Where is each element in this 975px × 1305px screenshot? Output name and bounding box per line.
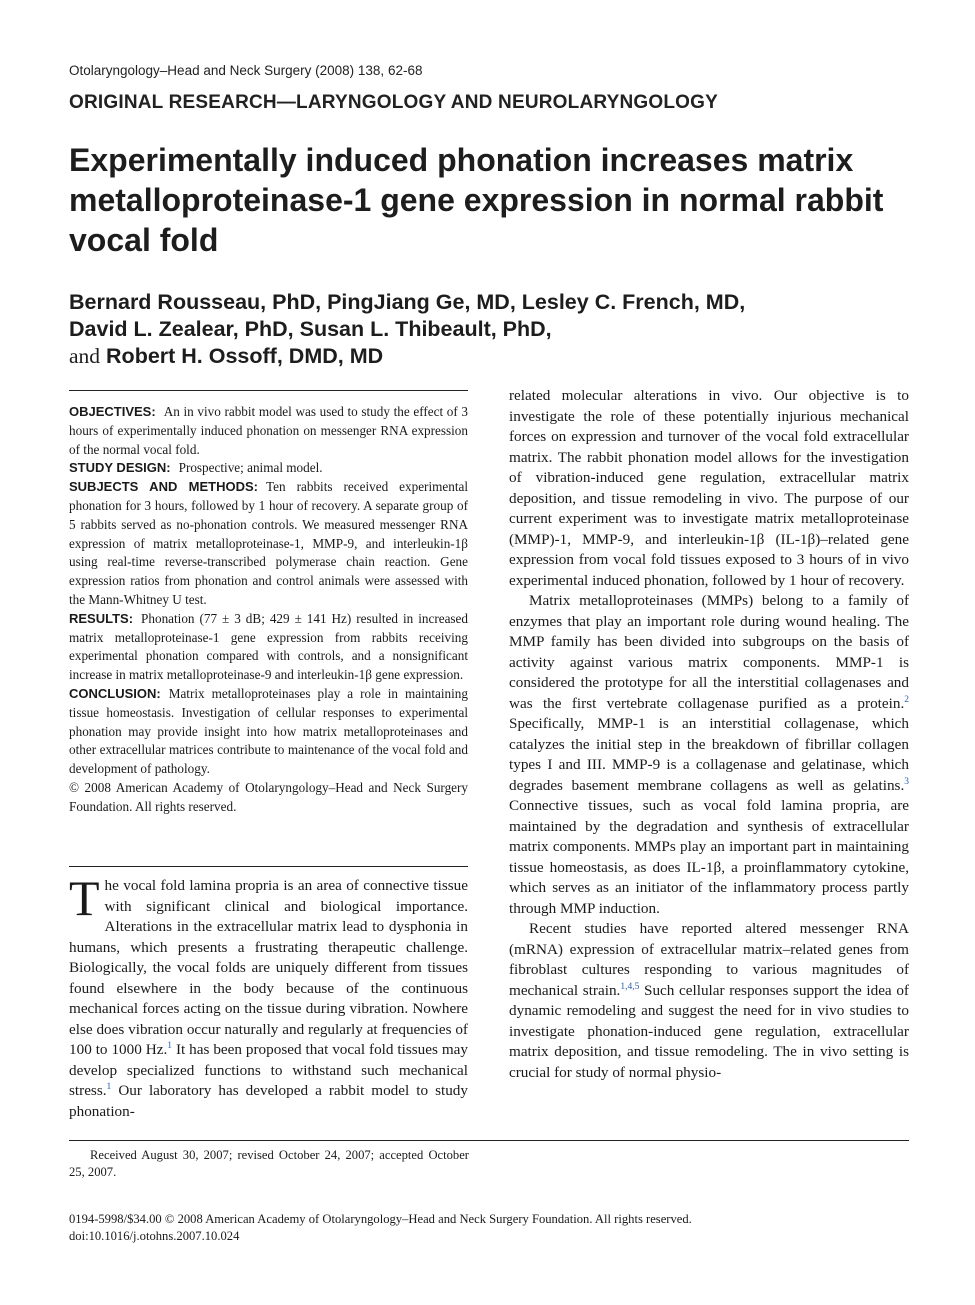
citation-ref[interactable]: 1 [106, 1081, 112, 1092]
intro-text-2a: Matrix metalloproteinases (MMPs) belong to a family of enzymes that play an important role during wound healing. The MMP family has been divided into subgroups on the basis of activity against various matrix components. MMP-1 is considered the prototype for all the interstitial collagenases and was the first vertebrate collagenase purified as a protein. [509, 592, 909, 712]
drop-cap: T [69, 870, 100, 926]
doi[interactable]: doi:10.1016/j.otohns.2007.10.024 [69, 1229, 240, 1243]
intro-paragraph-3 [509, 919, 909, 1083]
abstract-conclusion [69, 685, 468, 779]
intro-text-2b: Specifically, MMP-1 is an interstitial collagenase, which catalyzes the initial step in the breakdown of fibrillar collagen types I and III. MMP-9 is a collagenase and gelatinase, which degrades basement membrane collagens as well as gelatins. [509, 715, 909, 794]
intro-text-2c: Connective tissues, such as vocal fold lamina propria, are maintained by the degradation and synthesis of extracellular matrix components. MMPs play an important part in maintaining tissue homeostasis, as does IL-1β, a proinflammatory cytokine, which serves as an initiator of the inflammatory process partly through MMP induction. [509, 797, 909, 917]
footnote-rule [69, 1140, 909, 1141]
abstract-copyright: © 2008 American Academy of Otolaryngology–Head and Neck Surgery Foundation. All rights reserved. [69, 779, 468, 814]
author-line-2: David L. Zealear, PhD, Susan L. Thibeault, PhD, [69, 317, 552, 341]
methods-label: SUBJECTS AND METHODS: [69, 479, 259, 495]
intro-text-1a: he vocal fold lamina propria is an area of connective tissue with significant clinical and biological importance. Alterations in the extracellular matrix lead to dysphonia in humans, which presents a frustrating therapeutic challenge. Biologically, the vocal folds are uniquely different from tissues found elsewhere in the body because of the continuous mechanical forces acting on the tissue during vibration. Nowhere else does vibration occur naturally and regularly at frequencies of 100 to 1000 Hz. [69, 877, 468, 1058]
abstract-design [69, 459, 468, 478]
methods-text: Ten rabbits received experimental phonation for 3 hours, followed by 1 hour of recovery. A separate group of 5 rabbits served as no-phonation controls. We measured messenger RNA expression of matrix metalloproteinase-1, MMP-9, and interleukin-1β using real-time reverse-transcribed polymerase chain reaction. Gene expression ratios from phonation and control animals were assessed with the Mann-Whitney U test. [69, 479, 468, 607]
author-list [69, 289, 929, 370]
abstract-objectives [69, 403, 468, 459]
objectives-text: An in vivo rabbit model was used to study the effect of 3 hours of experimentally induced phonation on messenger RNA expression of the normal vocal fold. [69, 404, 468, 457]
intro-right-column [509, 386, 909, 1083]
abstract-methods [69, 478, 468, 610]
section-heading: ORIGINAL RESEARCH—LARYNGOLOGY AND NEUROLARYNGOLOGY [69, 92, 718, 113]
citation-ref[interactable]: 3 [904, 776, 909, 787]
intro-text-3b: Such cellular responses support the idea of dynamic remodeling and suggest the need for in vivo studies to investigate phonation-induced gene regulation, extracellular matrix deposition, and tissue remodeling. The in vivo setting is crucial for study of normal physio- [509, 981, 909, 1081]
objectives-label: OBJECTIVES: [69, 404, 156, 419]
abstract-results [69, 610, 468, 685]
citation-ref[interactable]: 1 [167, 1040, 173, 1051]
conclusion-label: CONCLUSION: [69, 685, 161, 701]
intro-left-column [69, 870, 468, 1122]
issn-copyright: 0194-5998/$34.00 © 2008 American Academy of Otolaryngology–Head and Neck Surgery Foundation. All rights reserved. [69, 1212, 692, 1226]
intro-text-1b: It has been proposed that vocal fold tissues may develop specialized functions to withstand such mechanical stress. [69, 1041, 468, 1099]
citation-ref[interactable]: 1,4,5 [620, 981, 640, 992]
intro-text-1c: Our laboratory has developed a rabbit model to study phonation- [69, 1082, 468, 1120]
article-title: Experimentally induced phonation increases matrix metalloproteinase-1 gene expression in normal rabbit vocal fold [69, 142, 884, 258]
intro-paragraph-2 [509, 591, 909, 919]
citation-ref[interactable]: 2 [904, 694, 909, 705]
author-line-3 [69, 343, 929, 370]
author-last: Robert H. Ossoff, DMD, MD [106, 344, 384, 368]
design-text: Prospective; animal model. [178, 460, 323, 476]
conclusion-text: Matrix metalloproteinases play a role in maintaining tissue homeostasis. Investigation of cellular responses to experimental phonation may provide insight into how matrix metalloproteinases and other extracellular matrices contribute to maintenance of the vocal fold and development of pathology. [69, 685, 468, 777]
author-conjunction: and [69, 344, 101, 368]
design-label: STUDY DESIGN: [69, 460, 171, 476]
intro-paragraph-1 [69, 870, 468, 1122]
abstract [69, 403, 468, 817]
abstract-top-rule [69, 390, 468, 391]
journal-citation: Otolaryngology–Head and Neck Surgery (2008) 138, 62-68 [69, 63, 423, 78]
intro-text-3a: Recent studies have reported altered messenger RNA (mRNA) expression of extracellular matrix–related genes from fibroblast cultures responding to various magnitudes of mechanical strain. [509, 920, 909, 999]
author-line-1: Bernard Rousseau, PhD, PingJiang Ge, MD, Lesley C. French, MD, [69, 290, 746, 314]
intro-paragraph-1-cont: related molecular alterations in vivo. Our objective is to investigate the role of these potentially injurious mechanical forces on expression and turnover of the vocal fold extracellular matrix. The rabbit phonation model allows for the investigation of vibration-induced gene regulation, extracellular matrix deposition, and tissue remodeling in vivo. The purpose of our current experiment was to investigate matrix metalloproteinase (MMP)-1, MMP-9, and interleukin-1β (IL-1β)–related gene expression from vocal fold tissues exposed to 3 hours of in vivo experimental induced phonation, followed by 1 hour of recovery. [509, 387, 909, 589]
results-label: RESULTS: [69, 610, 134, 626]
abstract-bottom-rule [69, 866, 468, 867]
results-text: Phonation (77 ± 3 dB; 429 ± 141 Hz) resulted in increased matrix metalloproteinase-1 gene expression from rabbits receiving experimental phonation compared with controls, and a nonsignificant increase in matrix metalloproteinase-9 and interleukin-1β gene expression. [69, 610, 468, 683]
received-dates: Received August 30, 2007; revised October 24, 2007; accepted October 25, 2007. [69, 1148, 469, 1179]
